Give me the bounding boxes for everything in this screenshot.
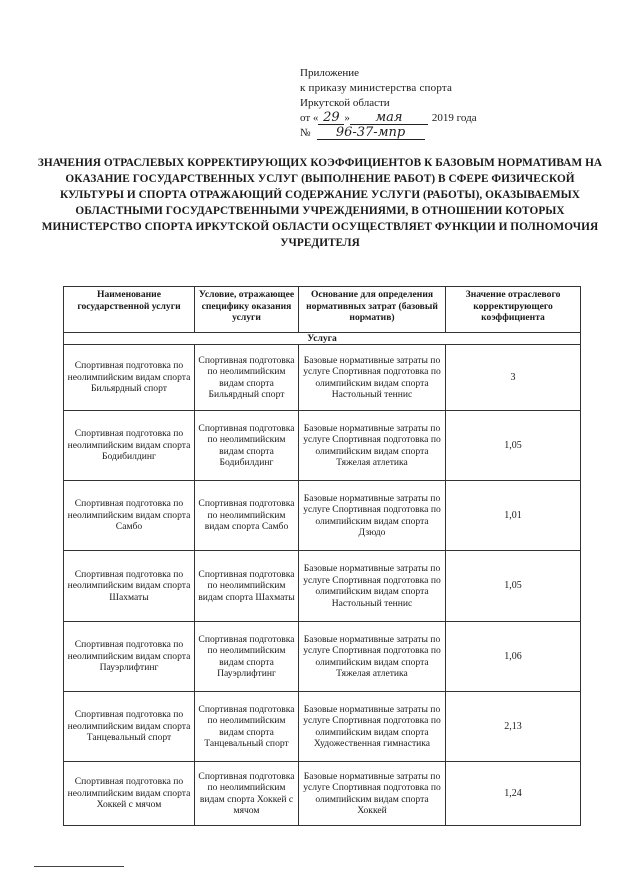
cell-basis: Базовые нормативные затраты по услуге Спортивная подготовка по олимпийским видам спорта Настольный теннис bbox=[299, 345, 446, 411]
header-coefficient: Значение отраслевого корректирующего коэффициента bbox=[446, 287, 581, 333]
cell-coefficient: 3 bbox=[446, 345, 581, 411]
cell-coefficient: 1,05 bbox=[446, 551, 581, 622]
appendix-order-ref: к приказу министерства спорта bbox=[300, 82, 453, 94]
cell-service: Спортивная подготовка по неолимпийским видам спорта Танцевальный спорт bbox=[64, 692, 195, 762]
table-row bbox=[64, 692, 581, 762]
cell-coefficient: 1,06 bbox=[446, 622, 581, 692]
section-label: Услуга bbox=[64, 333, 581, 345]
cell-basis: Базовые нормативные затраты по услуге Спортивная подготовка по олимпийским видам спорта Тяжелая атлетика bbox=[299, 411, 446, 481]
header-basis: Основание для определения нормативных затрат (базовый норматив) bbox=[299, 287, 446, 333]
cell-condition: Спортивная подготовка по неолимпийским видам спорта Бодибилдинг bbox=[195, 411, 299, 481]
cell-basis: Базовые нормативные затраты по услуге Спортивная подготовка по олимпийским видам спорта Тяжелая атлетика bbox=[299, 622, 446, 692]
cell-condition: Спортивная подготовка по неолимпийским видам спорта Танцевальный спорт bbox=[195, 692, 299, 762]
cell-condition: Спортивная подготовка по неолимпийским видам спорта Хоккей с мячом bbox=[195, 762, 299, 826]
table-row bbox=[64, 481, 581, 551]
appendix-date bbox=[300, 111, 620, 126]
table-row bbox=[64, 551, 581, 622]
cell-condition: Спортивная подготовка по неолимпийским видам спорта Самбо bbox=[195, 481, 299, 551]
appendix-label: Приложение bbox=[300, 67, 360, 79]
header-service-name: Наименование государственной услуги bbox=[64, 287, 195, 333]
cell-basis: Базовые нормативные затраты по услуге Спортивная подготовка по олимпийским видам спорта Художественная гимнастика bbox=[299, 692, 446, 762]
cell-condition: Спортивная подготовка по неолимпийским видам спорта Пауэрлифтинг bbox=[195, 622, 299, 692]
date-month: мая bbox=[350, 112, 428, 125]
date-day: 29 bbox=[318, 112, 344, 125]
cell-service: Спортивная подготовка по неолимпийским видам спорта Бильярдный спорт bbox=[64, 345, 195, 411]
cell-coefficient: 2,13 bbox=[446, 692, 581, 762]
cell-coefficient: 1,24 bbox=[446, 762, 581, 826]
number-value: 96-37-мпр bbox=[317, 127, 425, 140]
cell-basis: Базовые нормативные затраты по услуге Спортивная подготовка по олимпийским видам спорта Дзюдо bbox=[299, 481, 446, 551]
date-year: 2019 года bbox=[431, 112, 477, 124]
cell-coefficient: 1,05 bbox=[446, 411, 581, 481]
appendix-number bbox=[300, 126, 620, 141]
cell-service: Спортивная подготовка по неолимпийским видам спорта Бодибилдинг bbox=[64, 411, 195, 481]
table-row bbox=[64, 411, 581, 481]
table-row bbox=[64, 762, 581, 826]
date-prefix: от « bbox=[300, 112, 319, 124]
section-row bbox=[64, 333, 581, 345]
number-prefix: № bbox=[300, 127, 311, 139]
appendix-block bbox=[300, 66, 620, 141]
cell-basis: Базовые нормативные затраты по услуге Спортивная подготовка по олимпийским видам спорта Настольный теннис bbox=[299, 551, 446, 622]
footer-divider bbox=[34, 866, 124, 867]
cell-service: Спортивная подготовка по неолимпийским видам спорта Хоккей с мячом bbox=[64, 762, 195, 826]
cell-service: Спортивная подготовка по неолимпийским видам спорта Пауэрлифтинг bbox=[64, 622, 195, 692]
cell-condition: Спортивная подготовка по неолимпийским видам спорта Шахматы bbox=[195, 551, 299, 622]
header-condition: Условие, отражающее специфику оказания услуги bbox=[195, 287, 299, 333]
date-mid: » bbox=[344, 112, 350, 124]
document-title: ЗНАЧЕНИЯ ОТРАСЛЕВЫХ КОРРЕКТИРУЮЩИХ КОЭФФИЦИЕНТОВ К БАЗОВЫМ НОРМАТИВАМ НА ОКАЗАНИЕ ГОСУДАРСТВЕННЫХ УСЛУГ (ВЫПОЛНЕНИЕ РАБОТ) В СФЕРЕ ФИЗИЧЕСКОЙ КУЛЬТУРЫ И СПОРТА ОТРАЖАЮЩИЙ СОДЕРЖАНИЕ УСЛУГИ (РАБОТЫ), ОКАЗЫВАЕМЫХ ОБЛАСТНЫМИ ГОСУДАРСТВЕННЫМИ УЧРЕЖДЕНИЯМИ, В ОТНОШЕНИИ КОТОРЫХ МИНИСТЕРСТВО СПОРТА ИРКУТСКОЙ ОБЛАСТИ ОСУЩЕСТВЛЯЕТ ФУНКЦИИ И ПОЛНОМОЧИЯ УЧРЕДИТЕЛЯ bbox=[37, 157, 603, 249]
table-header-row bbox=[64, 287, 581, 333]
cell-coefficient: 1,01 bbox=[446, 481, 581, 551]
table-row bbox=[64, 345, 581, 411]
cell-basis: Базовые нормативные затраты по услуге Спортивная подготовка по олимпийским видам спорта Хоккей bbox=[299, 762, 446, 826]
appendix-region: Иркутской области bbox=[300, 97, 390, 109]
coefficients-table bbox=[63, 286, 581, 826]
cell-service: Спортивная подготовка по неолимпийским видам спорта Шахматы bbox=[64, 551, 195, 622]
cell-condition: Спортивная подготовка по неолимпийским видам спорта Бильярдный спорт bbox=[195, 345, 299, 411]
cell-service: Спортивная подготовка по неолимпийским видам спорта Самбо bbox=[64, 481, 195, 551]
table-row bbox=[64, 622, 581, 692]
